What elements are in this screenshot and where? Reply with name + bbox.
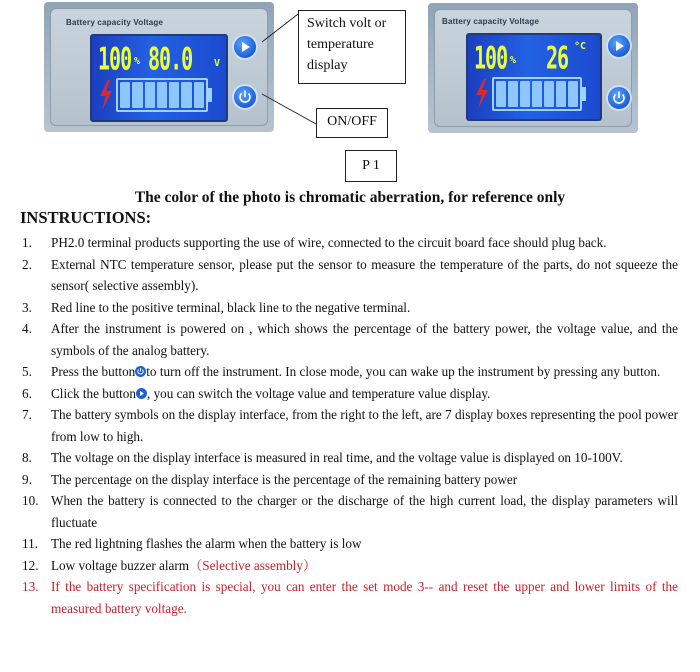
- instruction-item: [0, 576, 700, 619]
- battery-cell: [556, 81, 566, 107]
- item-number: 13.: [22, 579, 39, 594]
- item-text: Press the button: [51, 364, 136, 379]
- instruction-item: [0, 555, 700, 577]
- item-number: 1.: [22, 235, 32, 250]
- lightning-bolt-icon: [474, 79, 490, 109]
- instructions-heading: INSTRUCTIONS:: [20, 208, 152, 227]
- switch-display-callout-text: Switch volt or temperature display: [307, 16, 387, 73]
- instruction-item: [0, 533, 700, 555]
- item-number: 5.: [22, 364, 32, 379]
- item-number: 9.: [22, 471, 32, 487]
- instruction-item: [0, 490, 700, 533]
- item-text: Low voltage buzzer alarm: [51, 557, 190, 573]
- instructions-list: [0, 232, 700, 619]
- instruction-item: [0, 361, 700, 383]
- page-label: P 1: [345, 150, 397, 182]
- item-text: , you can switch the voltage value and temperature value display.: [146, 385, 491, 401]
- battery-cell: [508, 81, 518, 107]
- lcd-percent-unit: %: [134, 56, 141, 67]
- play-icon: [136, 388, 147, 399]
- battery-gauge: [492, 77, 582, 111]
- lcd-screen: [466, 33, 602, 121]
- item-number: 10.: [22, 493, 39, 508]
- lcd-voltage-value: 80.0: [148, 40, 193, 78]
- item-text: Red line to the positive terminal, black line to the negative terminal.: [51, 299, 411, 315]
- photo-caption: The color of the photo is chromatic aberration, for reference only: [134, 189, 566, 206]
- power-button[interactable]: [606, 85, 632, 111]
- item-text: If the battery specification is special, you can enter the set mode 3-- and reset the upper and lower limits of the measured battery voltage.: [51, 579, 678, 616]
- item-text: External NTC temperature sensor, please put the sensor to measure the temperature of the parts, do not squeeze the sensor( selective assembly).: [51, 256, 678, 293]
- item-text: PH2.0 terminal products supporting the use of wire, connected to the circuit board face should plug back.: [51, 235, 607, 250]
- lcd-percent: 100: [474, 39, 508, 77]
- switch-display-button[interactable]: [606, 33, 632, 59]
- item-text: to turn off the instrument. In close mode, you can wake up the instrument by pressing any button.: [146, 364, 661, 379]
- item-text: After the instrument is powered on , which shows the percentage of the battery power, the voltage value, and the symbols of the analog battery.: [51, 321, 678, 358]
- item-number: 4.: [22, 321, 32, 336]
- onoff-callout-text: ON/OFF: [327, 114, 377, 129]
- battery-cell: [568, 81, 578, 107]
- item-number: 3.: [22, 299, 32, 315]
- battery-cell: [520, 81, 530, 107]
- item-text: The red lightning flashes the alarm when the battery is low: [51, 536, 362, 551]
- lcd-percent-unit: %: [510, 55, 517, 66]
- battery-cell: [496, 81, 506, 107]
- item-number: 6.: [22, 385, 32, 401]
- item-text: The battery symbols on the display interface, from the right to the left, are 7 display boxes representing the pool power from low to high.: [51, 407, 678, 444]
- item-number: 12.: [22, 557, 39, 573]
- instruction-item: [0, 447, 700, 469]
- battery-cell: [544, 81, 554, 107]
- lcd-percent: 100: [98, 40, 132, 78]
- item-red-suffix: （Selective assembly）: [189, 557, 317, 573]
- switch-display-callout: [298, 10, 406, 84]
- meter-label: Battery capacity Voltage: [66, 18, 164, 27]
- battery-cell: [532, 81, 542, 107]
- item-text: Click the button: [51, 385, 136, 401]
- instruction-item: [0, 318, 700, 361]
- item-text: The percentage on the display interface is the percentage of the remaining battery power: [51, 471, 518, 487]
- onoff-callout: [316, 108, 388, 138]
- item-number: 8.: [22, 450, 32, 465]
- instruction-item: [0, 383, 700, 405]
- meter-label: Battery capacity Voltage: [442, 17, 540, 26]
- item-text: When the battery is connected to the charger or the discharge of the high current load, the display parameters will fluctuate: [51, 493, 678, 530]
- battery-tip: [582, 87, 586, 101]
- item-number: 11.: [22, 536, 38, 551]
- item-number: 2.: [22, 256, 32, 272]
- item-number: 7.: [22, 407, 32, 422]
- lcd-temperature-value: 26: [546, 39, 569, 77]
- meter-photo-right: [428, 3, 638, 133]
- lcd-temperature-unit: °C: [574, 41, 587, 52]
- instruction-item: [0, 297, 700, 319]
- instruction-item: [0, 232, 700, 254]
- instruction-item: [0, 254, 700, 297]
- instruction-item: [0, 469, 700, 491]
- lcd-voltage-unit: V: [214, 58, 221, 69]
- item-text: The voltage on the display interface is measured in real time, and the voltage value is displayed on 10-100V.: [51, 450, 623, 465]
- play-icon: [608, 35, 630, 57]
- power-icon: [135, 366, 146, 377]
- instruction-item: [0, 404, 700, 447]
- power-icon: [608, 87, 630, 109]
